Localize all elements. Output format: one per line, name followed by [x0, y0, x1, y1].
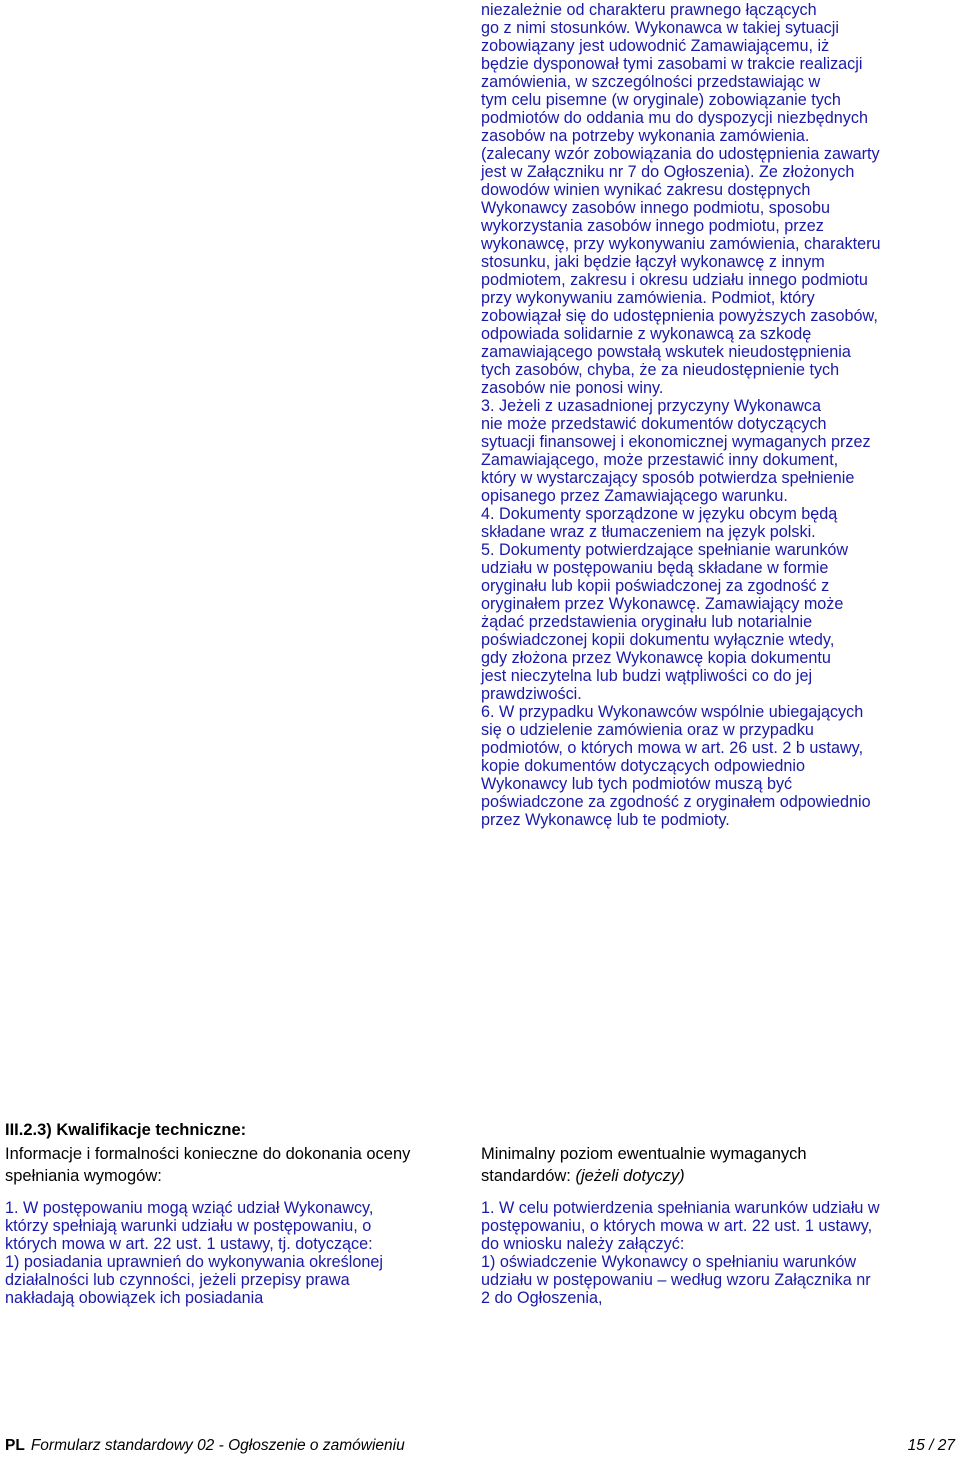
- text-line: 4. Dokumenty sporządzone w języku obcym będą: [481, 505, 838, 523]
- text-line: podmiotów, o których mowa w art. 26 ust. 2 b ustawy,: [481, 739, 864, 757]
- text-line: zamówienia, w szczególności przedstawiając w: [481, 73, 821, 91]
- text-line: składane wraz z tłumaczeniem na język polski.: [481, 523, 816, 541]
- text-line: 5. Dokumenty potwierdzające spełnianie warunków: [481, 541, 849, 559]
- text-line: którzy spełniają warunki udziału w postępowaniu, o: [5, 1217, 372, 1235]
- text-line: sytuacji finansowej i ekonomicznej wymaganych przez: [481, 433, 871, 451]
- text-line: stosunku, jaki będzie łączył wykonawcę z innym: [481, 253, 825, 271]
- left-column-header: [5, 1143, 410, 1187]
- text-line: postępowaniu, o których mowa w art. 22 ust. 1 ustawy,: [481, 1217, 873, 1235]
- text-line: jest w Załączniku nr 7 do Ogłoszenia). Ze złożonych: [481, 163, 855, 181]
- text-line: tym celu pisemne (w oryginale) zobowiązanie tych: [481, 91, 841, 109]
- text-line: jest nieczytelna lub budzi wątpliwości co do jej: [481, 667, 813, 685]
- right-column-header: [481, 1143, 807, 1187]
- text-line: (zalecany wzór zobowiązania do udostępnienia zawarty: [481, 145, 880, 163]
- text-line: tych zasobów, chyba, że za nieudostępnienie tych: [481, 361, 840, 379]
- text-line: gdy złożona przez Wykonawcę kopia dokumentu: [481, 649, 831, 667]
- text-line: których mowa w art. 22 ust. 1 ustawy, tj. dotyczące:: [5, 1235, 373, 1253]
- continuation-paragraph: [481, 1, 957, 829]
- text-line: będzie dysponował tymi zasobami w trakcie realizacji: [481, 55, 863, 73]
- text-line: opisanego przez Zamawiającego warunku.: [481, 487, 788, 505]
- text-line: 1. W celu potwierdzenia spełniania warunków udziału w: [481, 1199, 880, 1217]
- text-line: dowodów winien wynikać zakresu dostępnych: [481, 181, 811, 199]
- text-line: Zamawiającego, może przestawić inny dokument,: [481, 451, 839, 469]
- text-line: 3. Jeżeli z uzasadnionej przyczyny Wykonawca: [481, 397, 821, 415]
- text-line: zasobów na potrzeby wykonania zamówienia.: [481, 127, 810, 145]
- text-line: kopie dokumentów dotyczących odpowiednio: [481, 757, 805, 775]
- text-line: oryginału lub kopii poświadczonej za zgodność z: [481, 577, 830, 595]
- text-line: podmiotów do oddania mu do dyspozycji niezbędnych: [481, 109, 868, 127]
- text-line: zobowiązany jest udowodnić Zamawiającemu, iż: [481, 37, 830, 55]
- text-line: 1. W postępowaniu mogą wziąć udział Wykonawcy,: [5, 1199, 374, 1217]
- page-number: 15 / 27: [907, 1437, 955, 1454]
- text-line: 1) posiadania uprawnień do wykonywania określonej: [5, 1253, 383, 1271]
- text-line: Wykonawcy lub tych podmiotów muszą być: [481, 775, 793, 793]
- text-line: wykonawcę, przy wykonywaniu zamówienia, charakteru: [481, 235, 881, 253]
- language-code: PL: [5, 1437, 25, 1454]
- text-line: Wykonawcy zasobów innego podmiotu, sposobu: [481, 199, 830, 217]
- text-line: się o udzielenie zamówienia oraz w przypadku: [481, 721, 814, 739]
- text-line: niezależnie od charakteru prawnego łączących: [481, 1, 817, 19]
- text-line: go z nimi stosunków. Wykonawca w takiej sytuacji: [481, 19, 839, 37]
- footer-left: [5, 1437, 405, 1455]
- text-line: odpowiada solidarnie z wykonawcą za szkodę: [481, 325, 812, 343]
- header-text-italic: (jeżeli dotyczy): [575, 1167, 685, 1185]
- text-line: podmiotem, zakresu i okresu udziału innego podmiotu: [481, 271, 868, 289]
- form-title: Formularz standardowy 02 - Ogłoszenie o zamówieniu: [30, 1437, 405, 1454]
- text-line: żądać przedstawienia oryginału lub notarialnie: [481, 613, 813, 631]
- text-line: oryginałem przez Wykonawcę. Zamawiający może: [481, 595, 844, 613]
- text-line: prawdziwości.: [481, 685, 582, 703]
- text-line: działalności lub czynności, jeżeli przepisy prawa: [5, 1271, 350, 1289]
- text-line: 2 do Ogłoszenia,: [481, 1289, 603, 1307]
- page-footer: [5, 1437, 955, 1455]
- text-line: 6. W przypadku Wykonawców wspólnie ubiegających: [481, 703, 864, 721]
- text-line: zasobów nie ponosi winy.: [481, 379, 664, 397]
- header-line: [481, 1165, 807, 1187]
- text-line: przy wykonywaniu zamówienia. Podmiot, który: [481, 289, 815, 307]
- header-line: Informacje i formalności konieczne do dokonania oceny: [5, 1145, 411, 1163]
- text-line: 1) oświadczenie Wykonawcy o spełnianiu warunków: [481, 1253, 857, 1271]
- text-line: który w wystarczający sposób potwierdza spełnienie: [481, 469, 855, 487]
- text-line: udziału w postępowaniu – według wzoru Załącznika nr: [481, 1271, 871, 1289]
- text-line: nie może przedstawić dokumentów dotyczących: [481, 415, 827, 433]
- text-line: wykorzystania zasobów innego podmiotu, przez: [481, 217, 824, 235]
- text-line: zamawiającego powstałą wskutek nieudostępnienia: [481, 343, 851, 361]
- text-line: zobowiązał się do udostępnienia powyższych zasobów,: [481, 307, 878, 325]
- text-line: do wniosku należy załączyć:: [481, 1235, 685, 1253]
- right-column-content: [481, 1199, 957, 1307]
- text-line: przez Wykonawcę lub te podmioty.: [481, 811, 730, 829]
- section-title: III.2.3) Kwalifikacje techniczne:: [5, 1121, 247, 1139]
- header-line: Minimalny poziom ewentualnie wymaganych: [481, 1145, 807, 1163]
- text-line: poświadczonej kopii dokumentu wyłącznie wtedy,: [481, 631, 835, 649]
- header-text-plain: standardów:: [481, 1167, 576, 1185]
- text-line: udziału w postępowaniu będą składane w formie: [481, 559, 829, 577]
- text-line: poświadczone za zgodność z oryginałem odpowiednio: [481, 793, 871, 811]
- text-line: nakładają obowiązek ich posiadania: [5, 1289, 264, 1307]
- header-line: spełniania wymogów:: [5, 1167, 162, 1185]
- left-column-content: [5, 1199, 475, 1307]
